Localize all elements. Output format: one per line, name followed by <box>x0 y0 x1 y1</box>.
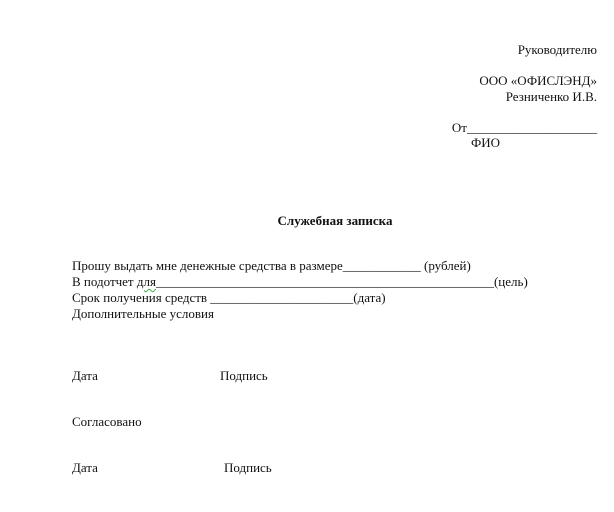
request-amount-line: Прошу выдать мне денежные средства в размере____________ (рублей) <box>72 258 471 273</box>
additional-conditions-line: Дополнительные условия <box>72 306 214 321</box>
deadline-line: Срок получения средств ______________________(дата) <box>72 290 386 305</box>
signature-label-1: Подпись <box>220 368 268 383</box>
purpose-suffix: ____________________________________________________(цель) <box>155 274 528 289</box>
date-label-2: Дата <box>72 460 98 475</box>
purpose-prefix: В подотчет <box>72 274 137 289</box>
company-name: ООО «ОФИСЛЭНД» <box>479 73 597 88</box>
signature-label-2: Подпись <box>224 460 272 475</box>
agreed-label: Согласовано <box>72 414 142 429</box>
recipient-name: Резниченко И.В. <box>505 89 597 104</box>
purpose-line <box>72 274 528 290</box>
document-title: Служебная записка <box>277 213 393 228</box>
from-line: От____________________ <box>451 120 597 135</box>
recipient-title: Руководителю <box>517 42 597 57</box>
fio-label: ФИО <box>471 135 501 150</box>
date-label-1: Дата <box>72 368 98 383</box>
spellcheck-word: для <box>136 274 156 289</box>
